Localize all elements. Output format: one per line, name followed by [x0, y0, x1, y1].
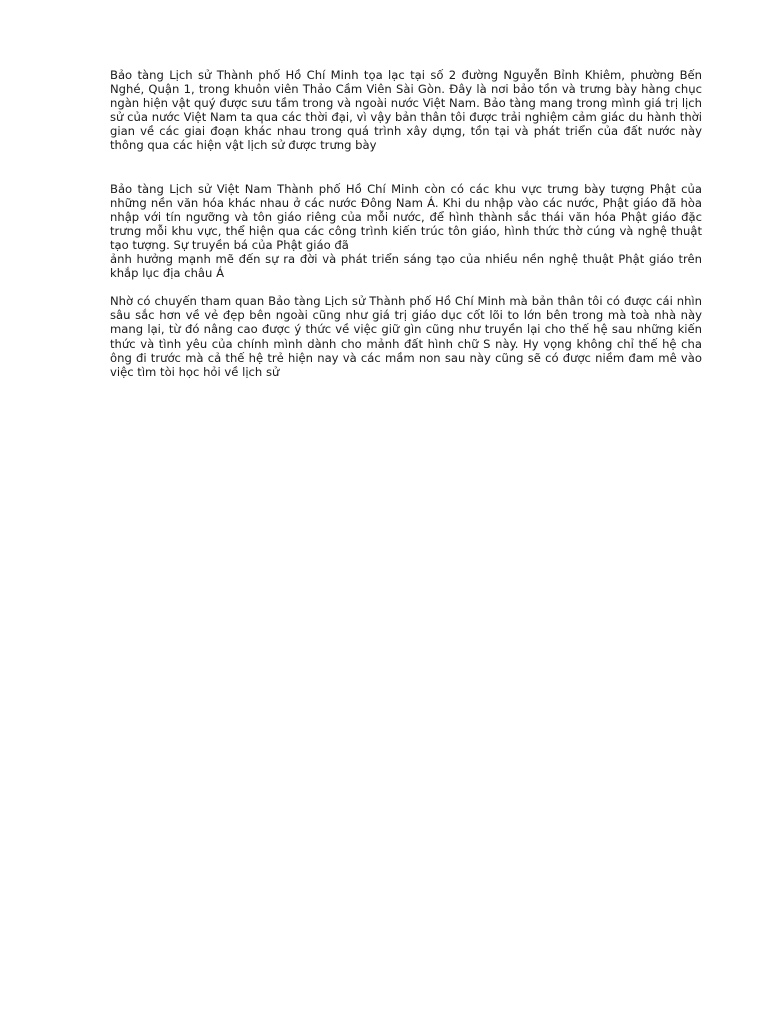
paragraph-text-continued: ảnh hưởng mạnh mẽ đến sự ra đời và phát triển sáng tạo của nhiều nền nghệ thuật Phật giáo trên khắp lục địa châu Á: [110, 252, 702, 281]
paragraph-text: Bảo tàng Lịch sử Thành phố Hồ Chí Minh tọa lạc tại số 2 đường Nguyễn Bỉnh Khiêm, phường Bến Nghé, Quận 1, trong khuôn viên Thảo Cầm Viên Sài Gòn. Đây là nơi bảo tồn và trưng bày hàng chục ngàn hiện vật quý được sưu tầm trong và ngoài nước Việt Nam. Bảo tàng mang trong mình giá trị lịch sử của nước Việt Nam ta qua các thời đại, vì vậy bản thân tôi được trải nghiệm cảm giác du hành thời gian về các giai đoạn khác nhau trong quá trình xây dựng, tồn tại và phát triển của đất nước này thông qua các hiện vật lịch sử được trưng bày: [110, 68, 702, 153]
paragraph-text: Nhờ có chuyến tham quan Bảo tàng Lịch sử Thành phố Hồ Chí Minh mà bản thân tôi có được cái nhìn sâu sắc hơn về vẻ đẹp bên ngoài cũng như giá trị giáo dục cốt lõi to lớn bên trong mà toà nhà này mang lại, từ đó nâng cao được ý thức về việc giữ gìn cũng như truyền lại cho thế hệ sau những kiến thức và tình yêu của chính mình dành cho mảnh đất hình chữ S này. Hy vọng không chỉ thế hệ cha ông đi trước mà cả thế hệ trẻ hiện nay và các mầm non sau này cũng sẽ có được niềm đam mê vào việc tìm tòi học hỏi về lịch sử: [110, 294, 702, 379]
paragraph-buddhist-exhibits: [110, 182, 702, 281]
paragraph-text: Bảo tàng Lịch sử Việt Nam Thành phố Hồ Chí Minh còn có các khu vực trưng bày tượng Phật của những nền văn hóa khác nhau ở các nước Đông Nam Á. Khi du nhập vào các nước, Phật giáo đã hòa nhập với tín ngưỡng và tôn giáo riêng của mỗi nước, để hình thành sắc thái văn hóa Phật giáo đặc trưng mỗi khu vực, thể hiện qua các công trình kiến trúc tôn giáo, hình thức thờ cúng và nghệ thuật tạo tượng. Sự truyền bá của Phật giáo đã: [110, 181, 702, 252]
paragraph-museum-intro: [110, 68, 702, 153]
document-body: [110, 68, 702, 379]
paragraph-reflection: [110, 294, 702, 379]
